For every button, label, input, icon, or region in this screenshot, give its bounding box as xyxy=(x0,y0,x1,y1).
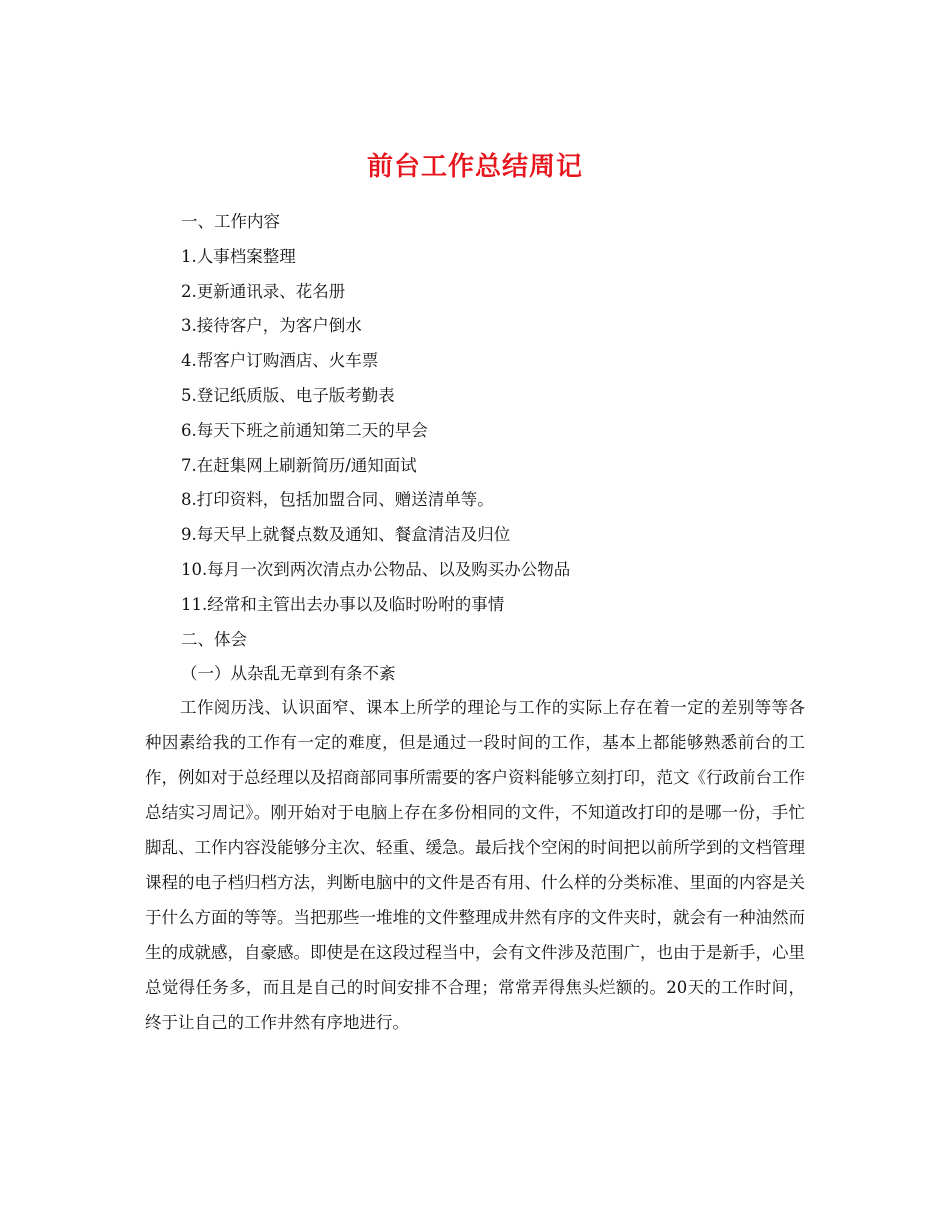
list-item: 10.每月一次到两次清点办公物品、以及购买办公物品 xyxy=(181,559,571,579)
section-heading-work-content: 一、工作内容 xyxy=(181,212,280,231)
list-item: 9.每天早上就餐点数及通知、餐盒清洁及归位 xyxy=(181,525,511,545)
content-list xyxy=(181,205,821,692)
list-item: 7.在赶集网上刷新简历/通知面试 xyxy=(181,455,417,475)
list-item: 11.经常和主管出去办事以及临时吩咐的事情 xyxy=(181,594,505,614)
section-heading-reflection: 二、体会 xyxy=(181,629,247,649)
document-title: 前台工作总结周记 xyxy=(366,152,583,183)
list-item: 1.人事档案整理 xyxy=(181,246,296,266)
list-item: 4.帮客户订购酒店、火车票 xyxy=(181,351,379,371)
list-item: 6.每天下班之前通知第二天的早会 xyxy=(181,420,428,440)
list-item: 8.打印资料，包括加盟合同、赠送清单等。 xyxy=(181,490,494,510)
list-item: 5.登记纸质版、电子版考勤表 xyxy=(181,385,395,405)
list-item: 2.更新通讯录、花名册 xyxy=(181,281,346,301)
subsection-heading: （一）从杂乱无章到有条不紊 xyxy=(181,664,396,684)
body-paragraph: 工作阅历浅、认识面窄、课本上所学的理论与工作的实际上存在着一定的差别等等各种因素给我的工作有一定的难度，但是通过一段时间的工作，基本上都能够熟悉前台的工作，例如对于总经理以及招商部同事所需要的客户资料能够立刻打印，范文《行政前台工作总结实习周记》。刚开始对于电脑上存在多份相同的文件，不知道改打印的是哪一份，手忙脚乱、工作内容没能够分主次、轻重、缓急。最后找个空闲的时间把以前所学到的文档管理课程的电子档归档方法，判断电脑中的文件是否有用、什么样的分类标准、里面的内容是关于什么方面的等等。当把那些一堆堆的文件整理成井然有序的文件夹时，就会有一种油然而生的成就感，自豪感。即使是在这段过程当中，会有文件涉及范围广，也由于是新手，心里总觉得任务多，而且是自己的时间安排不合理；常常弄得焦头烂额的。20天的工作时间，终于让自己的工作井然有序地进行。 xyxy=(145,698,805,1032)
list-item: 3.接待客户，为客户倒水 xyxy=(181,316,362,336)
